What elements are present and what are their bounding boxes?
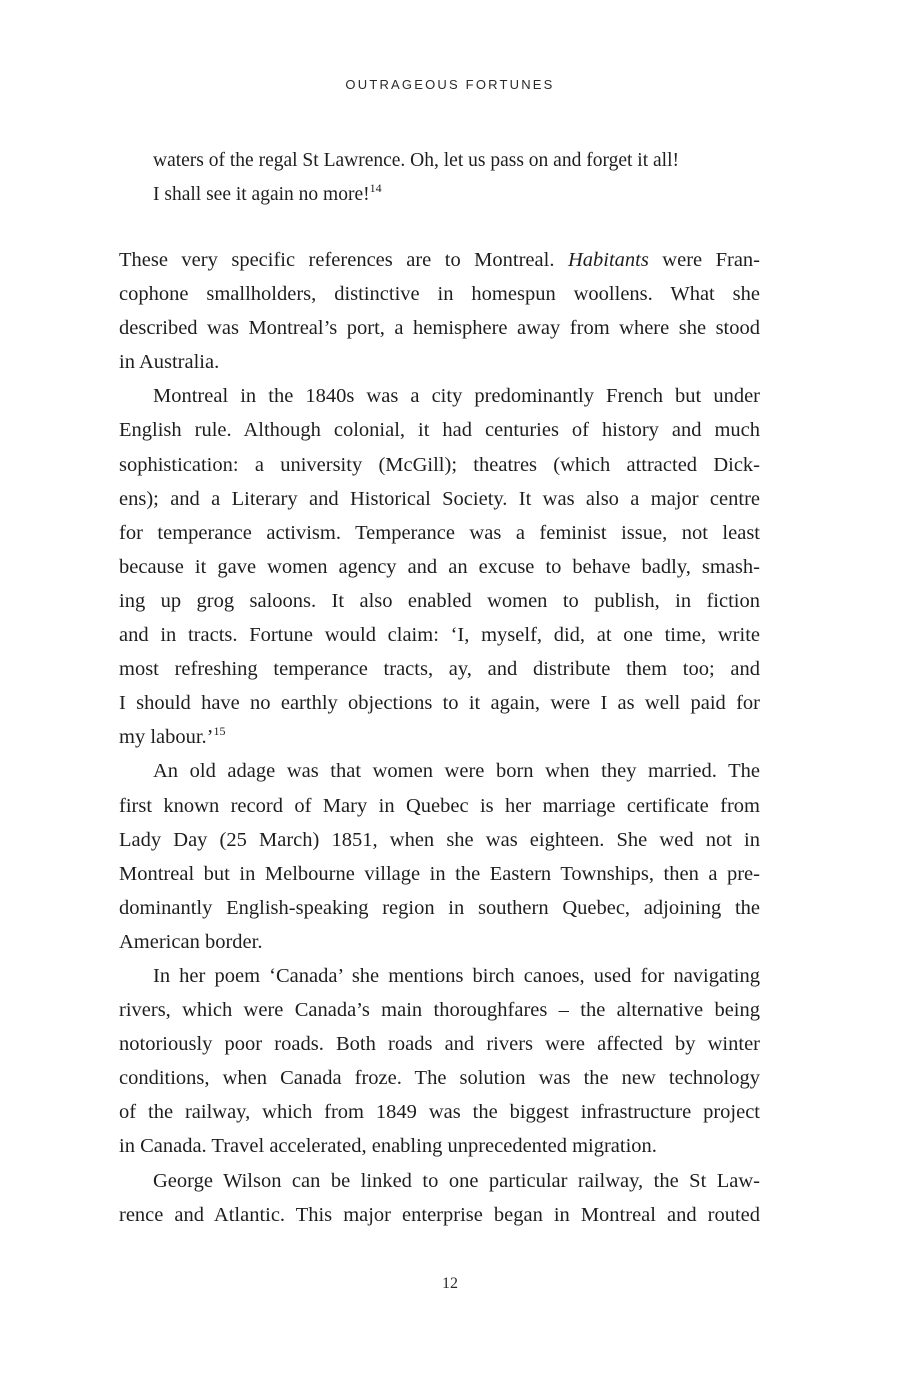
paragraph bbox=[119, 754, 760, 959]
footnote-marker: 14 bbox=[369, 181, 382, 195]
page-number: 12 bbox=[442, 1275, 458, 1292]
body-text bbox=[119, 243, 760, 1232]
text-line: notoriously poor roads. Both roads and rivers were affected by winter bbox=[119, 1033, 760, 1056]
text-line: George Wilson can be linked to one particular railway, the St Law- bbox=[153, 1169, 760, 1192]
text-line: I should have no earthly objections to it again, were I as well paid for bbox=[119, 692, 760, 715]
text-line: An old adage was that women were born when they married. The bbox=[153, 760, 760, 783]
text-line: sophistication: a university (McGill); theatres (which attracted Dick- bbox=[119, 453, 760, 476]
paragraph bbox=[119, 1164, 760, 1232]
paragraph bbox=[119, 959, 760, 1164]
text-line: for temperance activism. Temperance was a feminist issue, not least bbox=[119, 521, 760, 544]
text-line: most refreshing temperance tracts, ay, and distribute them too; and bbox=[119, 658, 760, 681]
paragraph bbox=[119, 379, 760, 754]
text-line: ing up grog saloons. It also enabled women to publish, in fiction bbox=[119, 589, 760, 612]
text-line: of the railway, which from 1849 was the biggest infrastructure project bbox=[119, 1101, 760, 1124]
text-line: Montreal in the 1840s was a city predominantly French but under bbox=[153, 385, 760, 408]
running-head: OUTRAGEOUS FORTUNES bbox=[345, 77, 555, 92]
text-line: described was Montreal’s port, a hemisphere away from where she stood bbox=[119, 317, 760, 340]
text-line bbox=[119, 243, 760, 277]
text-run: were Fran- bbox=[648, 249, 761, 271]
paragraph bbox=[119, 243, 760, 379]
quote-line-text: I shall see it again no more! bbox=[153, 184, 370, 205]
text-line: conditions, when Canada froze. The solution was the new technology bbox=[119, 1067, 760, 1090]
text-line: in Australia. bbox=[119, 351, 220, 374]
text-line: in Canada. Travel accelerated, enabling unprecedented migration. bbox=[119, 1135, 657, 1158]
text-line: dominantly English-speaking region in southern Quebec, adjoining the bbox=[119, 896, 760, 919]
quote-line: waters of the regal St Lawrence. Oh, let us pass on and forget it all! bbox=[153, 150, 679, 171]
text-run: my labour.’ bbox=[119, 726, 214, 749]
text-line: In her poem ‘Canada’ she mentions birch canoes, used for navigating bbox=[153, 964, 760, 987]
text-line: Lady Day (25 March) 1851, when she was eighteen. She wed not in bbox=[119, 828, 760, 851]
text-line: rence and Atlantic. This major enterprise began in Montreal and routed bbox=[119, 1203, 760, 1226]
text-line: cophone smallholders, distinctive in homespun woollens. What she bbox=[119, 283, 760, 306]
text-line: and in tracts. Fortune would claim: ‘I, myself, did, at one time, write bbox=[119, 624, 760, 647]
text-line: first known record of Mary in Quebec is her marriage certificate from bbox=[119, 794, 760, 817]
quote-line bbox=[153, 178, 753, 212]
text-run: These very specific references are to Montreal. bbox=[119, 249, 568, 271]
footnote-marker: 15 bbox=[213, 724, 226, 739]
block-quote bbox=[153, 144, 753, 212]
text-line: because it gave women agency and an excuse to behave badly, smash- bbox=[119, 555, 760, 578]
text-line: ens); and a Literary and Historical Society. It was also a major centre bbox=[119, 487, 760, 510]
text-line: American border. bbox=[119, 930, 263, 953]
text-line: rivers, which were Canada’s main thoroughfares – the alternative being bbox=[119, 999, 760, 1022]
text-line bbox=[119, 720, 760, 754]
italic-term: Habitants bbox=[567, 249, 649, 271]
text-line: English rule. Although colonial, it had centuries of history and much bbox=[119, 419, 760, 442]
text-line: Montreal but in Melbourne village in the Eastern Townships, then a pre- bbox=[119, 862, 760, 885]
